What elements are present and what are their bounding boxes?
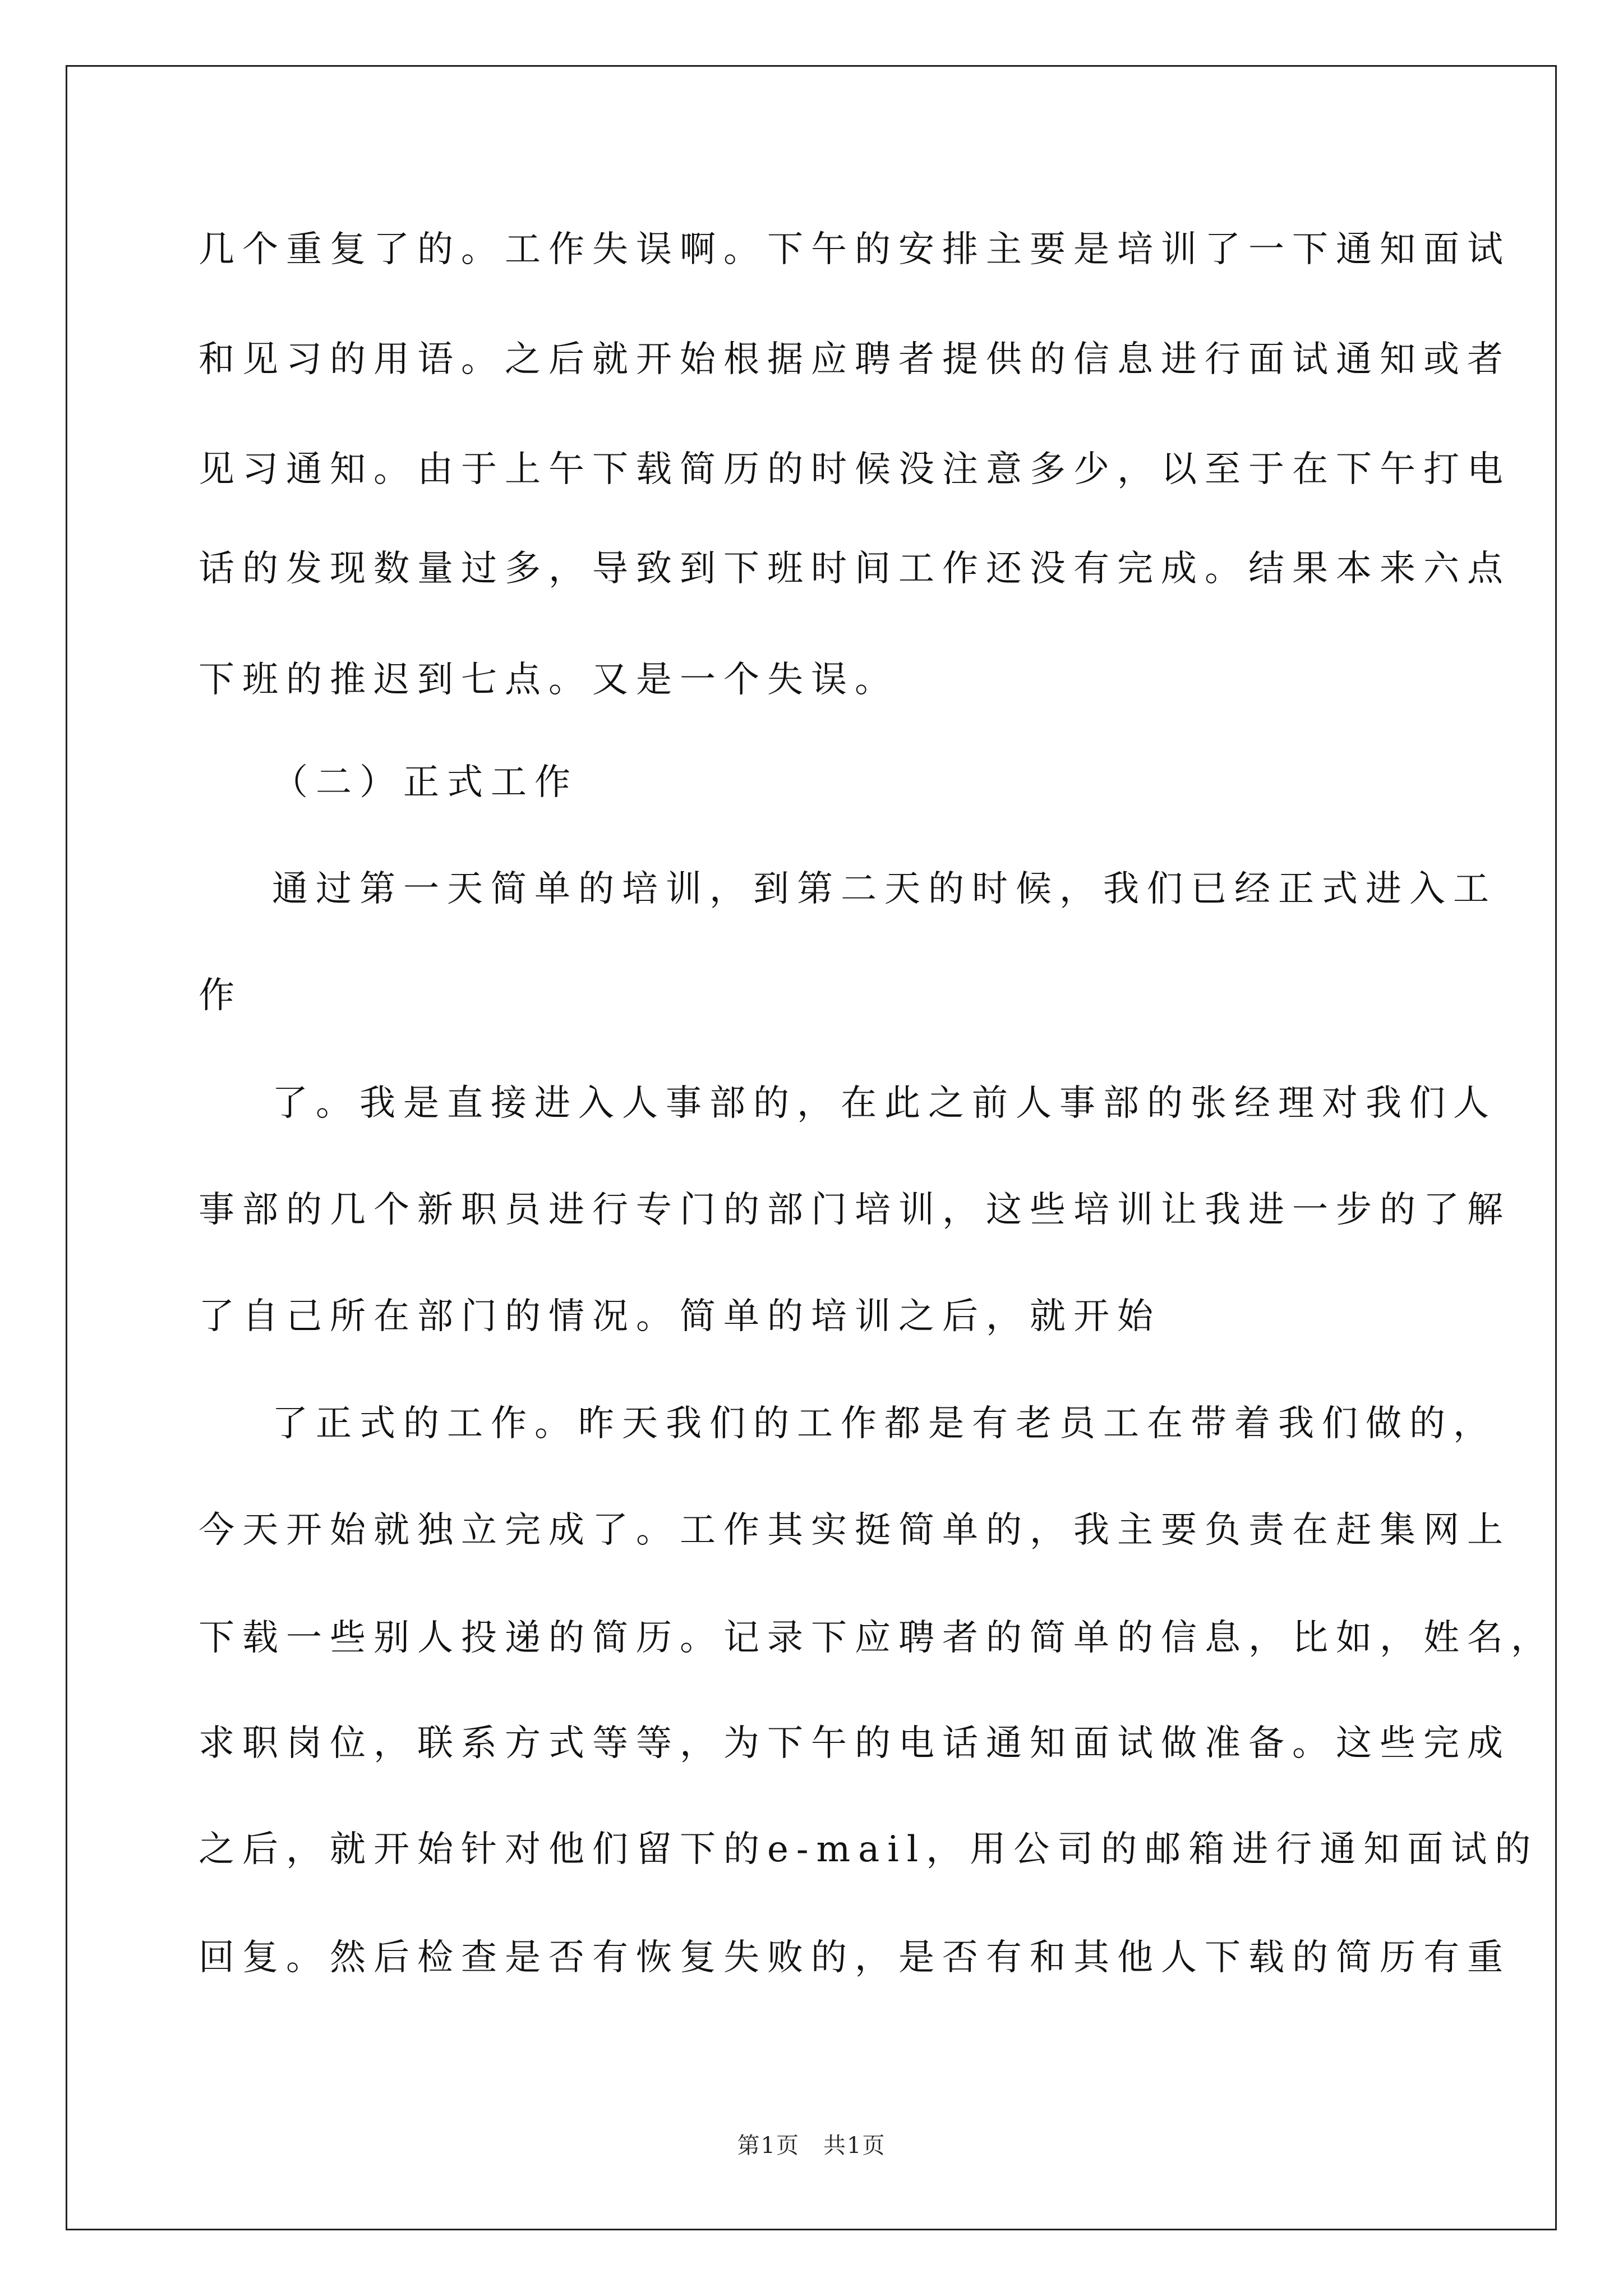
body-line-10: 事部的几个新职员进行专门的部门培训，这些培训让我进一步的了解 <box>199 1189 1511 1231</box>
body-line-17: 回复。然后检查是否有恢复失败的，是否有和其他人下载的简历有重 <box>199 1937 1511 1978</box>
body-line-8: 作 <box>199 975 242 1016</box>
body-line-12: 了正式的工作。昨天我们的工作都是有老员工在带着我们做的， <box>272 1403 1497 1444</box>
body-line-4: 话的发现数量过多，导致到下班时间工作还没有完成。结果本来六点 <box>199 548 1511 590</box>
body-line-14: 下载一些别人投递的简历。记录下应聘者的简单的信息，比如，姓名， <box>199 1617 1555 1659</box>
body-line-5: 下班的推迟到七点。又是一个失误。 <box>199 659 898 701</box>
body-line-3: 见习通知。由于上午下载简历的时候没注意多少，以至于在下午打电 <box>199 449 1511 490</box>
body-line-13: 今天开始就独立完成了。工作其实挺简单的，我主要负责在赶集网上 <box>199 1510 1511 1551</box>
body-line-1: 几个重复了的。工作失误啊。下午的安排主要是培训了一下通知面试 <box>199 229 1511 270</box>
body-line-15: 求职岗位，联系方式等等，为下午的电话通知面试做准备。这些完成 <box>199 1723 1511 1764</box>
body-line-2: 和见习的用语。之后就开始根据应聘者提供的信息进行面试通知或者 <box>199 339 1511 380</box>
page-number: 第1页 共1页 <box>737 2133 886 2159</box>
body-line-7: 通过第一天简单的培训，到第二天的时候，我们已经正式进入工 <box>272 868 1497 910</box>
body-line-16: 之后，就开始针对他们留下的e-mail，用公司的邮箱进行通知面试的 <box>199 1829 1539 1870</box>
body-line-11: 了自己所在部门的情况。简单的培训之后，就开始 <box>199 1296 1161 1337</box>
body-line-9: 了。我是直接进入人事部的，在此之前人事部的张经理对我们人 <box>272 1083 1497 1124</box>
section-heading: （二）正式工作 <box>272 762 578 803</box>
page-border <box>66 65 1557 2230</box>
